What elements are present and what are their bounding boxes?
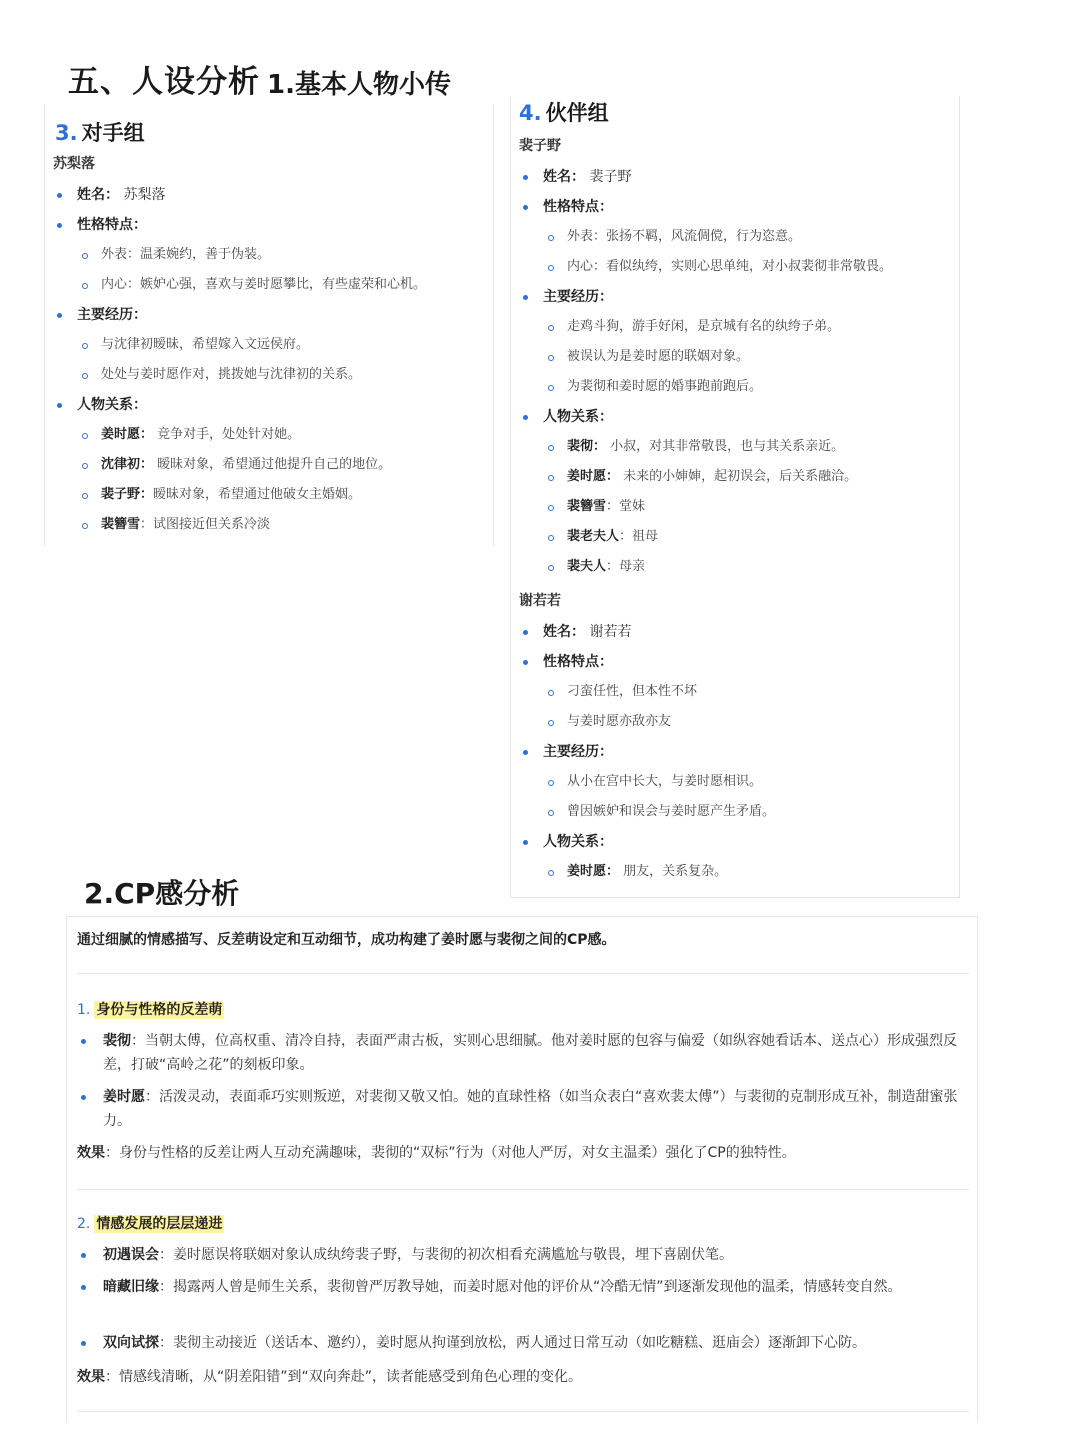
list-item: 人物关系： 姜时愿： 朋友，关系复杂。 (519, 827, 949, 887)
list-item: 主要经历： 从小在宫中长大，与姜时愿相识。 曾因嫉妒和误会与姜时愿产生矛盾。 (519, 737, 949, 827)
list-item: 沈律初： 暧昧对象，希望通过他提升自己的地位。 (77, 450, 483, 480)
list-item: 内心：看似纨绔，实则心思单纯，对小叔裴彻非常敬畏。 (543, 252, 949, 282)
list-item: 姜时愿： 未来的小婶婶，起初误会，后关系融洽。 (543, 462, 949, 492)
list-item: 为裴彻和姜时愿的婚事跑前跑后。 (543, 372, 949, 402)
list-item: 性格特点： 刁蛮任性，但本性不坏 与姜时愿亦敌亦友 (519, 647, 949, 737)
list-item: 裴彻：当朝太傅，位高权重、清冷自持，表面严肃古板，实则心思细腻。他对姜时愿的包容与偏爱（如纵容她看话本、送点心）形成强烈反差，打破“高岭之花”的刻板印象。 (77, 1029, 967, 1077)
cp-effect: 效果：身份与性格的反差让两人互动充满趣味，裴彻的“双标”行为（对他人严厉，对女主温柔）强化了CP的独特性。 (77, 1145, 796, 1161)
list-item: 性格特点： 外表：张扬不羁，风流倜傥，行为恣意。 内心：看似纨绔，实则心思单纯，对小叔裴彻非常敬畏。 (519, 192, 949, 282)
list-item: 从小在宫中长大，与姜时愿相识。 (543, 767, 949, 797)
section-heading: 五、人设分析 (68, 64, 260, 100)
list-item: 初遇误会：姜时愿误将联姻对象认成纨绔裴子野，与裴彻的初次相看充满尴尬与敬畏，埋下喜剧伏笔。 (77, 1243, 967, 1267)
divider (77, 1411, 969, 1412)
list-item: 内心：嫉妒心强，喜欢与姜时愿攀比，有些虚荣和心机。 (77, 270, 483, 300)
list-item: 裴簪雪：试图接近但关系冷淡 (77, 510, 483, 540)
list-item: 姜时愿： 朋友，关系复杂。 (543, 857, 949, 887)
partner-group-card (510, 96, 960, 898)
list-item: 刁蛮任性，但本性不坏 (543, 677, 949, 707)
list-item: 姓名： 裴子野 (519, 162, 949, 192)
group-title-text: 对手组 (81, 121, 145, 145)
list-item: 裴夫人：母亲 (543, 552, 949, 582)
group-title (55, 118, 145, 148)
list-item: 裴簪雪：堂妹 (543, 492, 949, 522)
list-item: 姓名： 苏梨落 (53, 180, 483, 210)
list-item: 被误认为是姜时愿的联姻对象。 (543, 342, 949, 372)
cp-intro: 通过细腻的情感描写、反差萌设定和互动细节，成功构建了姜时愿与裴彻之间的CP感。 (77, 932, 616, 948)
list-item: 处处与姜时愿作对，挑拨她与沈律初的关系。 (77, 360, 483, 390)
cp-section-title: 2. 情感发展的层层递进 (77, 1216, 223, 1232)
list-item: 主要经历： 走鸡斗狗，游手好闲，是京城有名的纨绔子弟。 被误认为是姜时愿的联姻对象。 为裴彻和姜时愿的婚事跑前跑后。 (519, 282, 949, 402)
list-item: 暗藏旧缘：揭露两人曾是师生关系，裴彻曾严厉教导她，而姜时愿对他的评价从“冷酷无情”到逐渐发现他的温柔，情感转变自然。 (77, 1275, 967, 1299)
subsection-heading: 1.基本人物小传 (267, 70, 451, 100)
character-name: 苏梨落 (53, 156, 95, 172)
group-number: 4. (519, 101, 542, 125)
list-item: 双向试探：裴彻主动接近（送话本、邀约），姜时愿从拘谨到放松，两人通过日常互动（如吃糖糕、逛庙会）逐渐卸下心防。 (77, 1331, 967, 1355)
character-attributes (519, 617, 949, 887)
opponent-group-card (44, 104, 494, 546)
list-item: 走鸡斗狗，游手好闲，是京城有名的纨绔子弟。 (543, 312, 949, 342)
list-item: 人物关系： 姜时愿： 竞争对手，处处针对她。 沈律初： 暧昧对象，希望通过他提升自己的地位。 裴子野：暧昧对象，希望通过他破女主婚姻。 裴簪雪：试图接近但关系冷淡 (53, 390, 483, 540)
divider (77, 1189, 969, 1190)
cp-analysis-heading: 2.CP感分析 (84, 877, 240, 910)
list-item: 姜时愿：活泼灵动，表面乖巧实则叛逆，对裴彻又敬又怕。她的直球性格（如当众表白“喜欢裴太傅”）与裴彻的克制形成互补，制造甜蜜张力。 (77, 1085, 967, 1133)
character-attributes (53, 180, 483, 540)
group-number: 3. (55, 121, 78, 145)
character-name: 裴子野 (519, 138, 561, 154)
list-item: 裴子野：暧昧对象，希望通过他破女主婚姻。 (77, 480, 483, 510)
list-item: 与沈律初暧昧，希望嫁入文远侯府。 (77, 330, 483, 360)
list-item: 性格特点： 外表：温柔婉约，善于伪装。 内心：嫉妒心强，喜欢与姜时愿攀比，有些虚荣和心机。 (53, 210, 483, 300)
list-item: 姜时愿： 竞争对手，处处针对她。 (77, 420, 483, 450)
list-item: 外表：张扬不羁，风流倜傥，行为恣意。 (543, 222, 949, 252)
list-item: 人物关系： 裴彻： 小叔，对其非常敬畏，也与其关系亲近。 姜时愿： 未来的小婶婶，起初误会，后关系融洽。 裴簪雪：堂妹 裴老夫人：祖母 裴夫人：母亲 (519, 402, 949, 582)
list-item: 外表：温柔婉约，善于伪装。 (77, 240, 483, 270)
divider (77, 973, 969, 974)
group-title (519, 98, 609, 128)
list-item: 裴老夫人：祖母 (543, 522, 949, 552)
character-attributes (519, 162, 949, 582)
list-item: 曾因嫉妒和误会与姜时愿产生矛盾。 (543, 797, 949, 827)
character-name: 谢若若 (519, 593, 561, 609)
group-title-text: 伙伴组 (545, 101, 609, 125)
cp-section-title: 1. 身份与性格的反差萌 (77, 1002, 223, 1018)
list-item: 与姜时愿亦敌亦友 (543, 707, 949, 737)
cp-effect: 效果：情感线清晰，从“阴差阳错”到“双向奔赴”，读者能感受到角色心理的变化。 (77, 1369, 583, 1385)
list-item: 裴彻： 小叔，对其非常敬畏，也与其关系亲近。 (543, 432, 949, 462)
list-item: 姓名： 谢若若 (519, 617, 949, 647)
list-item: 主要经历： 与沈律初暧昧，希望嫁入文远侯府。 处处与姜时愿作对，挑拨她与沈律初的关系。 (53, 300, 483, 390)
cp-analysis-card (66, 916, 978, 1422)
